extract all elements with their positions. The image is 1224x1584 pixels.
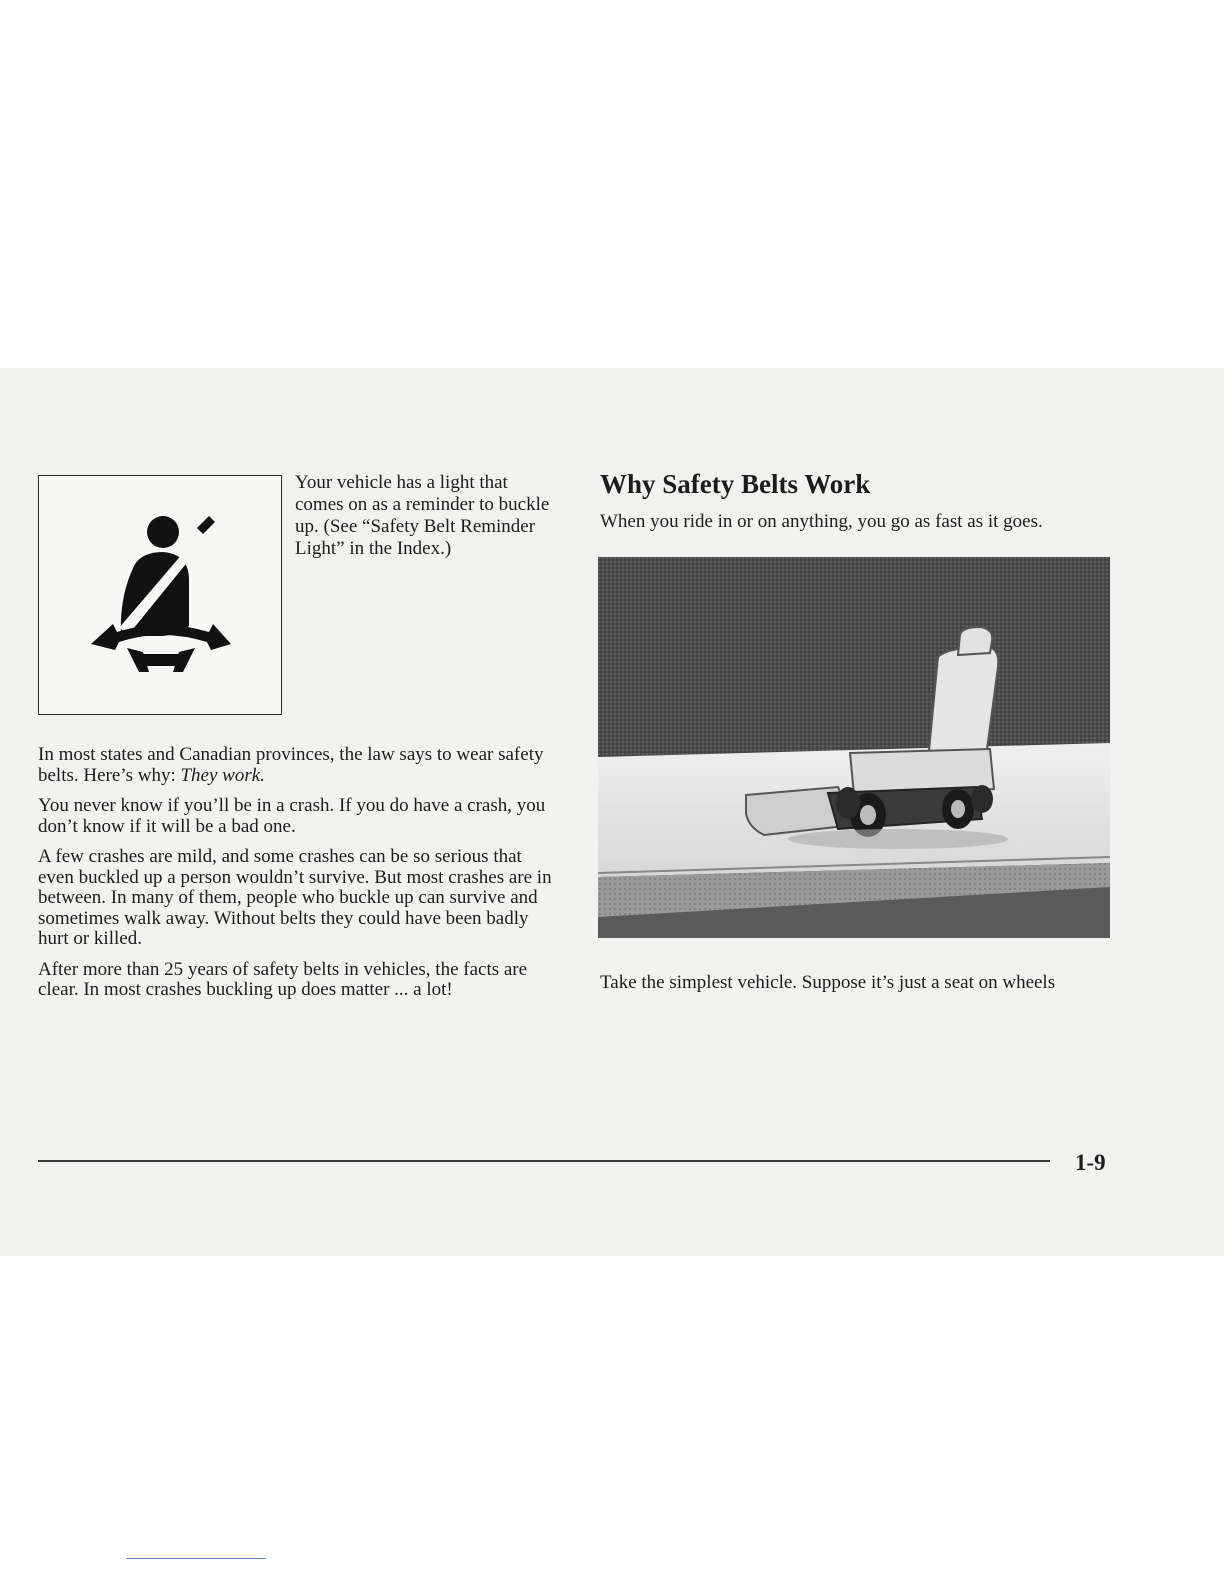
bottom-divider <box>126 1558 266 1559</box>
law-paragraph <box>38 745 558 786</box>
section-heading: Why Safety Belts Work <box>600 469 871 499</box>
seat-on-wheels-illustration <box>598 557 1110 938</box>
crash-paragraph: You never know if you’ll be in a crash. If you do have a crash, you don’t know if it will be a bad one. <box>38 795 546 837</box>
illustration-caption: Take the simplest vehicle. Suppose it’s just a seat on wheels <box>600 972 1056 993</box>
seat-belt-person-icon <box>39 476 283 716</box>
intro-text: When you ride in or on anything, you go as fast as it goes. <box>600 511 1043 532</box>
page-number: 1-9 <box>1075 1150 1106 1175</box>
they-work-emphasis: They work. <box>180 764 265 786</box>
law-paragraph-text: In most states and Canadian provinces, the law says to wear safety belts. Here’s why: <box>38 744 544 786</box>
severity-paragraph: A few crashes are mild, and some crashes can be so serious that even buckled up a person wouldn’t survive. But most crashes are in between. In many of them, people who buckle up can survive and sometimes walk away. Without belts they could have been badly hurt or killed. <box>38 846 552 949</box>
left-column <box>38 745 558 1011</box>
footer-rule <box>38 1160 1050 1162</box>
seat-belt-icon-box <box>38 475 282 715</box>
facts-paragraph: After more than 25 years of safety belts in vehicles, the facts are clear. In most crashes buckling up does matter ... a lot! <box>38 958 528 1000</box>
reminder-text: Your vehicle has a light that comes on as a reminder to buckle up. (See “Safety Belt Reminder Light” in the Index.) <box>295 472 550 559</box>
